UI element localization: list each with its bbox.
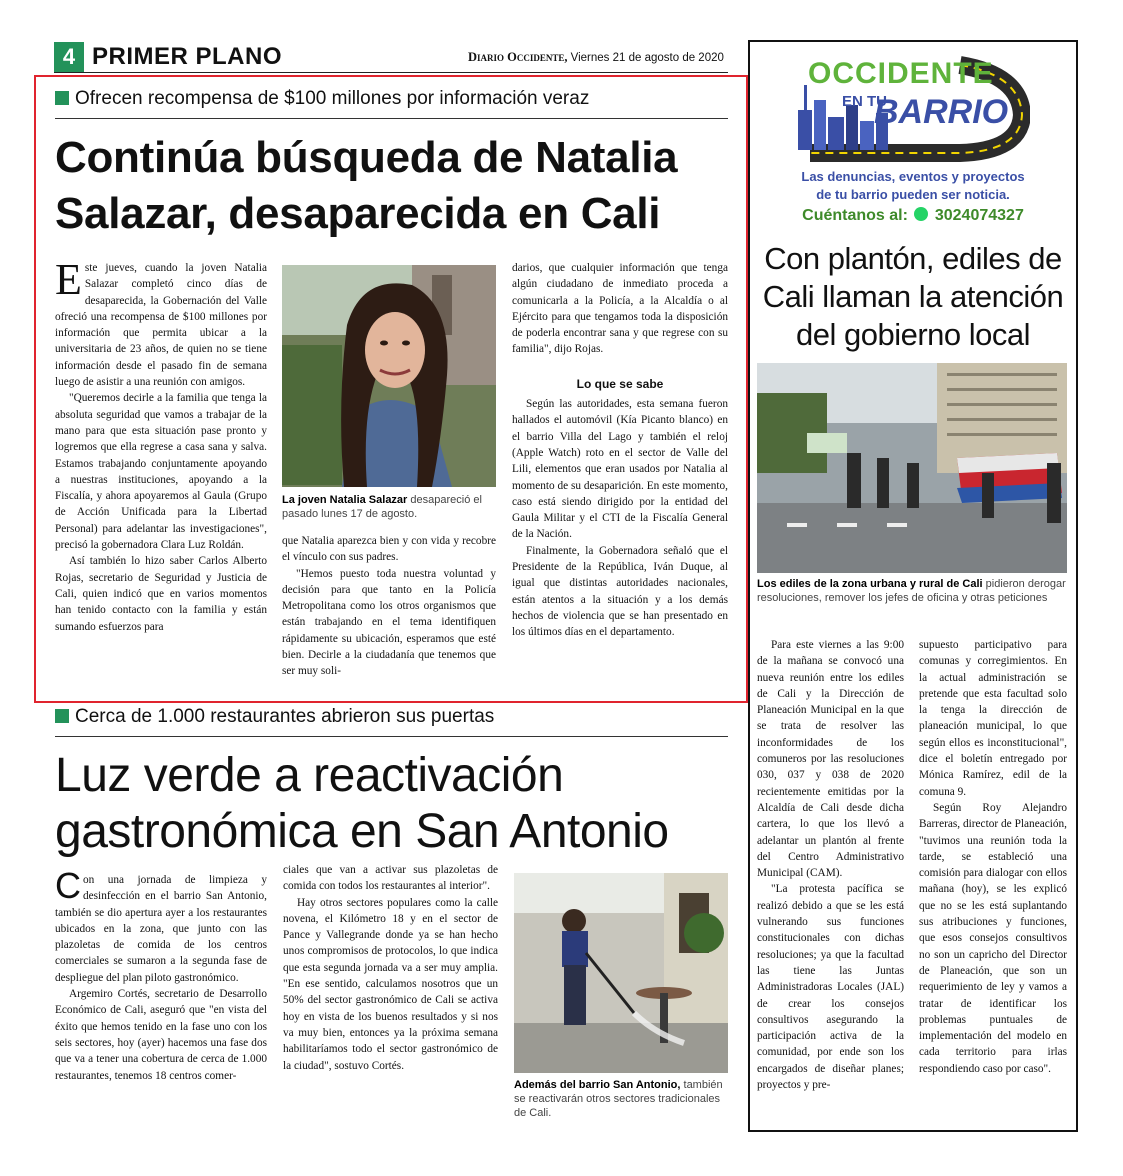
contact-label: Cuéntanos al: [802,207,908,224]
article1-kicker [55,88,589,110]
article1-col1 [55,255,267,635]
headline-line: Con plantón, ediles de [764,241,1062,276]
promo-line: de tu barrio pueden ser noticia. [816,187,1010,202]
protest-photo [757,363,1067,573]
masthead-line [468,50,724,65]
paragraph: supuesto participativo para comunas y corregimientos. En la actual administración se pretende que esta facultad solo la tenga la dirección de planeación municipal, lo que según ellos es inconstitucional", dice el boletín entregado por Mónica Ramírez, edil de la comuna 9. [919,639,1067,798]
cleaning-photo-caption [514,1078,728,1120]
kicker-rule [55,118,728,119]
paragraph: Argemiro Cortés, secretario de Desarrollo Económico de Cali, aseguró que "en vista del éxito que hemos tenido en la fase uno con los seis sectores, hoy (ayer) hacemos una fase dos que va a tener una cobertura de cerca de 1.000 restaurantes, tenemos 18 centros comer- [55,988,267,1082]
sidebar-headline [750,240,1076,354]
occidente-en-tu-barrio-logo [790,55,1030,163]
promo-text [760,168,1066,204]
caption-text: también se reactivarán otros sectores tradicionales de Cali. [514,1079,723,1119]
caption-text: pidieron derogar resoluciones, remover los jefes de oficina y otras peticiones [757,578,1066,604]
caption-text: desapareció el pasado lunes 17 de agosto. [282,494,482,520]
caption-bold: Los ediles de la zona urbana y rural de Cali [757,578,983,590]
article2-kicker [55,706,494,728]
headline-line: Continúa búsqueda de Natalia [55,133,678,182]
kicker-square [55,91,69,105]
paragraph: Así también lo hizo saber Carlos Alberto Rojas, secretario de Seguridad y Justicia de Cali, quien indicó que en varios momentos han tenido contacto con la familia y están sumando esfuerzos para [55,555,267,633]
paragraph: Según las autoridades, esta semana fueron hallados el automóvil (Kía Picanto blanco) en el barrio Villa del Lago y también el reloj (Apple Watch) roto en el sector de Valle del Lili, elementos que eran usados por Natalia al momento de su desaparición. En este momento, caso está siendo dirigido por la entidad del Gaula Militar y el CTI de la Fiscalía General de la Nación. [512,398,728,541]
paragraph: Según Roy Alejandro Barreras, director de Planeación, "tuvimos una reunión toda la tarde, se estableció una comisión para dialogar con ellos mañana (hoy), se les explicó que no se les está suplantando sus atribuciones y funciones, que esos consejos consultivos no son un capricho del Director de Planeación, que son un requerimiento de ley y vamos a tratar de identificar los problemas puntuales de implementación del modelo en cada territorio para irlas respondiendo caso por caso". [919,801,1067,1075]
headline-line: Salazar, desaparecida en Cali [55,189,661,238]
sidebar-col1 [757,637,904,1093]
paragraph: que Natalia aparezca bien y con vida y recobre el vínculo con sus padres. [282,535,496,564]
paragraph: ciales que van a activar sus plazoletas de comida con todos los restaurantes al interior". [283,864,498,893]
paragraph: Para este viernes a las 9:00 de la mañana se convocó una nueva reunión entre los ediles de Cali y la Dirección de Planeación Municipal en la que se trata de resolver las inconformidades de los comuneros por las resoluciones 030, 037 y 038 de 2020 recientemente emitidas por la Alcaldía de Cali desde dicha cartera, lo que los llevó a adelantar un plantón al frente del Centro Administrativo Municipal (CAM). [757,639,904,880]
cleaning-photo [514,873,728,1073]
kicker-text: Cerca de 1.000 restaurantes abrieron sus puertas [75,706,495,727]
sidebar-col2 [919,637,1067,1077]
subhead: Lo que se sabe [576,376,664,391]
logo-en-tu-text: EN TU [842,93,887,110]
protest-photo-caption [757,577,1067,605]
kicker-text: Ofrecen recompensa de $100 millones por información veraz [75,88,590,109]
contact-line [760,207,1066,225]
headline-line: gastronómica en San Antonio [55,805,669,858]
paragraph: "La protesta pacífica se realizó debido a que se les está vulnerando sus funciones constitucionales con dichas resoluciones; ya que la facultad las tiene las Juntas Administradoras Locales (JAL) de crear los consejos consultivos asegurando la participación activa de la comunidad, por ende son los encargados de diseñar planes; proyectos y pre- [757,883,904,1092]
caption-bold: La joven Natalia Salazar [282,494,408,506]
headline-line: Luz verde a reactivación [55,749,564,802]
article2-col1 [55,865,267,1084]
paragraph: "Hemos puesto toda nuestra voluntad y decisión para que tanto en la Policía Metropolitana como los otros organismos que están trabajando en el tema identifiquen rápidamente su ubicación, esperamos que esté bien. Decirle a la ciudadanía que tenemos que ser muy soli- [282,567,496,678]
article1-col3 [512,260,728,641]
paragraph: darios, que cualquier información que tenga algún ciudadano de inmediato proceda a comunicarla a la Policía, a la Alcaldía o al Ejército para que tengamos toda la disposición de poderla encontrar sana y que regrese con su familia", dijo Rojas. [512,262,728,356]
page-number: 4 [62,44,76,69]
natalia-photo-caption [282,493,496,521]
paragraph: Con una jornada de limpieza y desinfección en el barrio San Antonio, también se dio apertura ayer a los restaurantes ubicados en la zona, que junto con las plazoletas de comida de los centros comerciales se sumaron a la segunda fase de despliegue del plan piloto gastronómico. [55,865,267,984]
kicker-square [55,709,69,723]
paragraph: Finalmente, la Gobernadora señaló que el Presidente de la República, Iván Duque, al igual que distintas autoridades nacionales, están atentos a la situación y a los demás hechos de violencia que se han presentado en los últimos días en el departamento. [512,544,728,639]
caption-bold: Además del barrio San Antonio, [514,1079,681,1091]
paragraph: "Queremos decirle a la familia que tenga la absoluta seguridad que vamos a trabajar de la mano para que esta situación pase pronto y logremos que ella regrese a casa sana y salva. Estamos trabajando conjuntamente apoyando a nuestras instituciones, apoyando a la Fiscalía, y ahora apoyaremos al Gaula (Grupo de Acción Unificada para la Libertad Personal) para adelantar las investigaciones", precisó la gobernadora Clara Luz Roldán. [55,392,267,552]
natalia-photo [282,265,496,487]
promo-line: Las denuncias, eventos y proyectos [801,169,1025,184]
phone-number: 3024074327 [934,207,1024,224]
dropcap: E [55,255,82,304]
newspaper-name: Diario Occidente, [468,50,568,64]
logo-occidente-text: OCCIDENTE [808,57,994,90]
paragraph: Hay otros sectores populares como la calle novena, el Kilómetro 18 y en el sector de Pance y Vallegrande donde ya se han hecho unos compromisos de protocolos, lo que indica que esta segunda jornada va a ser muy amplia. "En ese sentido, calculamos nosotros que un 50% del sector gastronómico de Cali se activa hoy en vista de los buenos resultados y si nos va muy bien, entonces ya la próxima semana habilitaríamos todo el sector gastronómico de la ciudad", sostuvo Cortés. [283,896,498,1072]
article2-headline [55,748,669,860]
logo-barrio-text: BARRIO [874,93,1009,131]
section-title: PRIMER PLANO [92,43,283,70]
whatsapp-icon [914,207,928,221]
headline-line: del gobierno local [795,317,1030,352]
header-rule [54,72,728,73]
headline-line: Cali llaman la atención [762,279,1064,314]
paragraph: Este jueves, cuando la joven Natalia Salazar completó cinco días de desaparecida, la Gobernación del Valle ofreció una recompensa de $100 millones por información que permita ubicar a la universitaria de 23 años, de quien no se tiene información desde el pasado fin de semana luego de asistir a una reunión con amigos. [55,255,267,389]
kicker-rule [55,736,728,737]
article2-col2 [283,862,498,1074]
article1-headline [55,130,677,242]
dropcap: C [55,865,81,906]
issue-date: Viernes 21 de agosto de 2020 [570,52,724,64]
article1-col2 [282,533,496,680]
